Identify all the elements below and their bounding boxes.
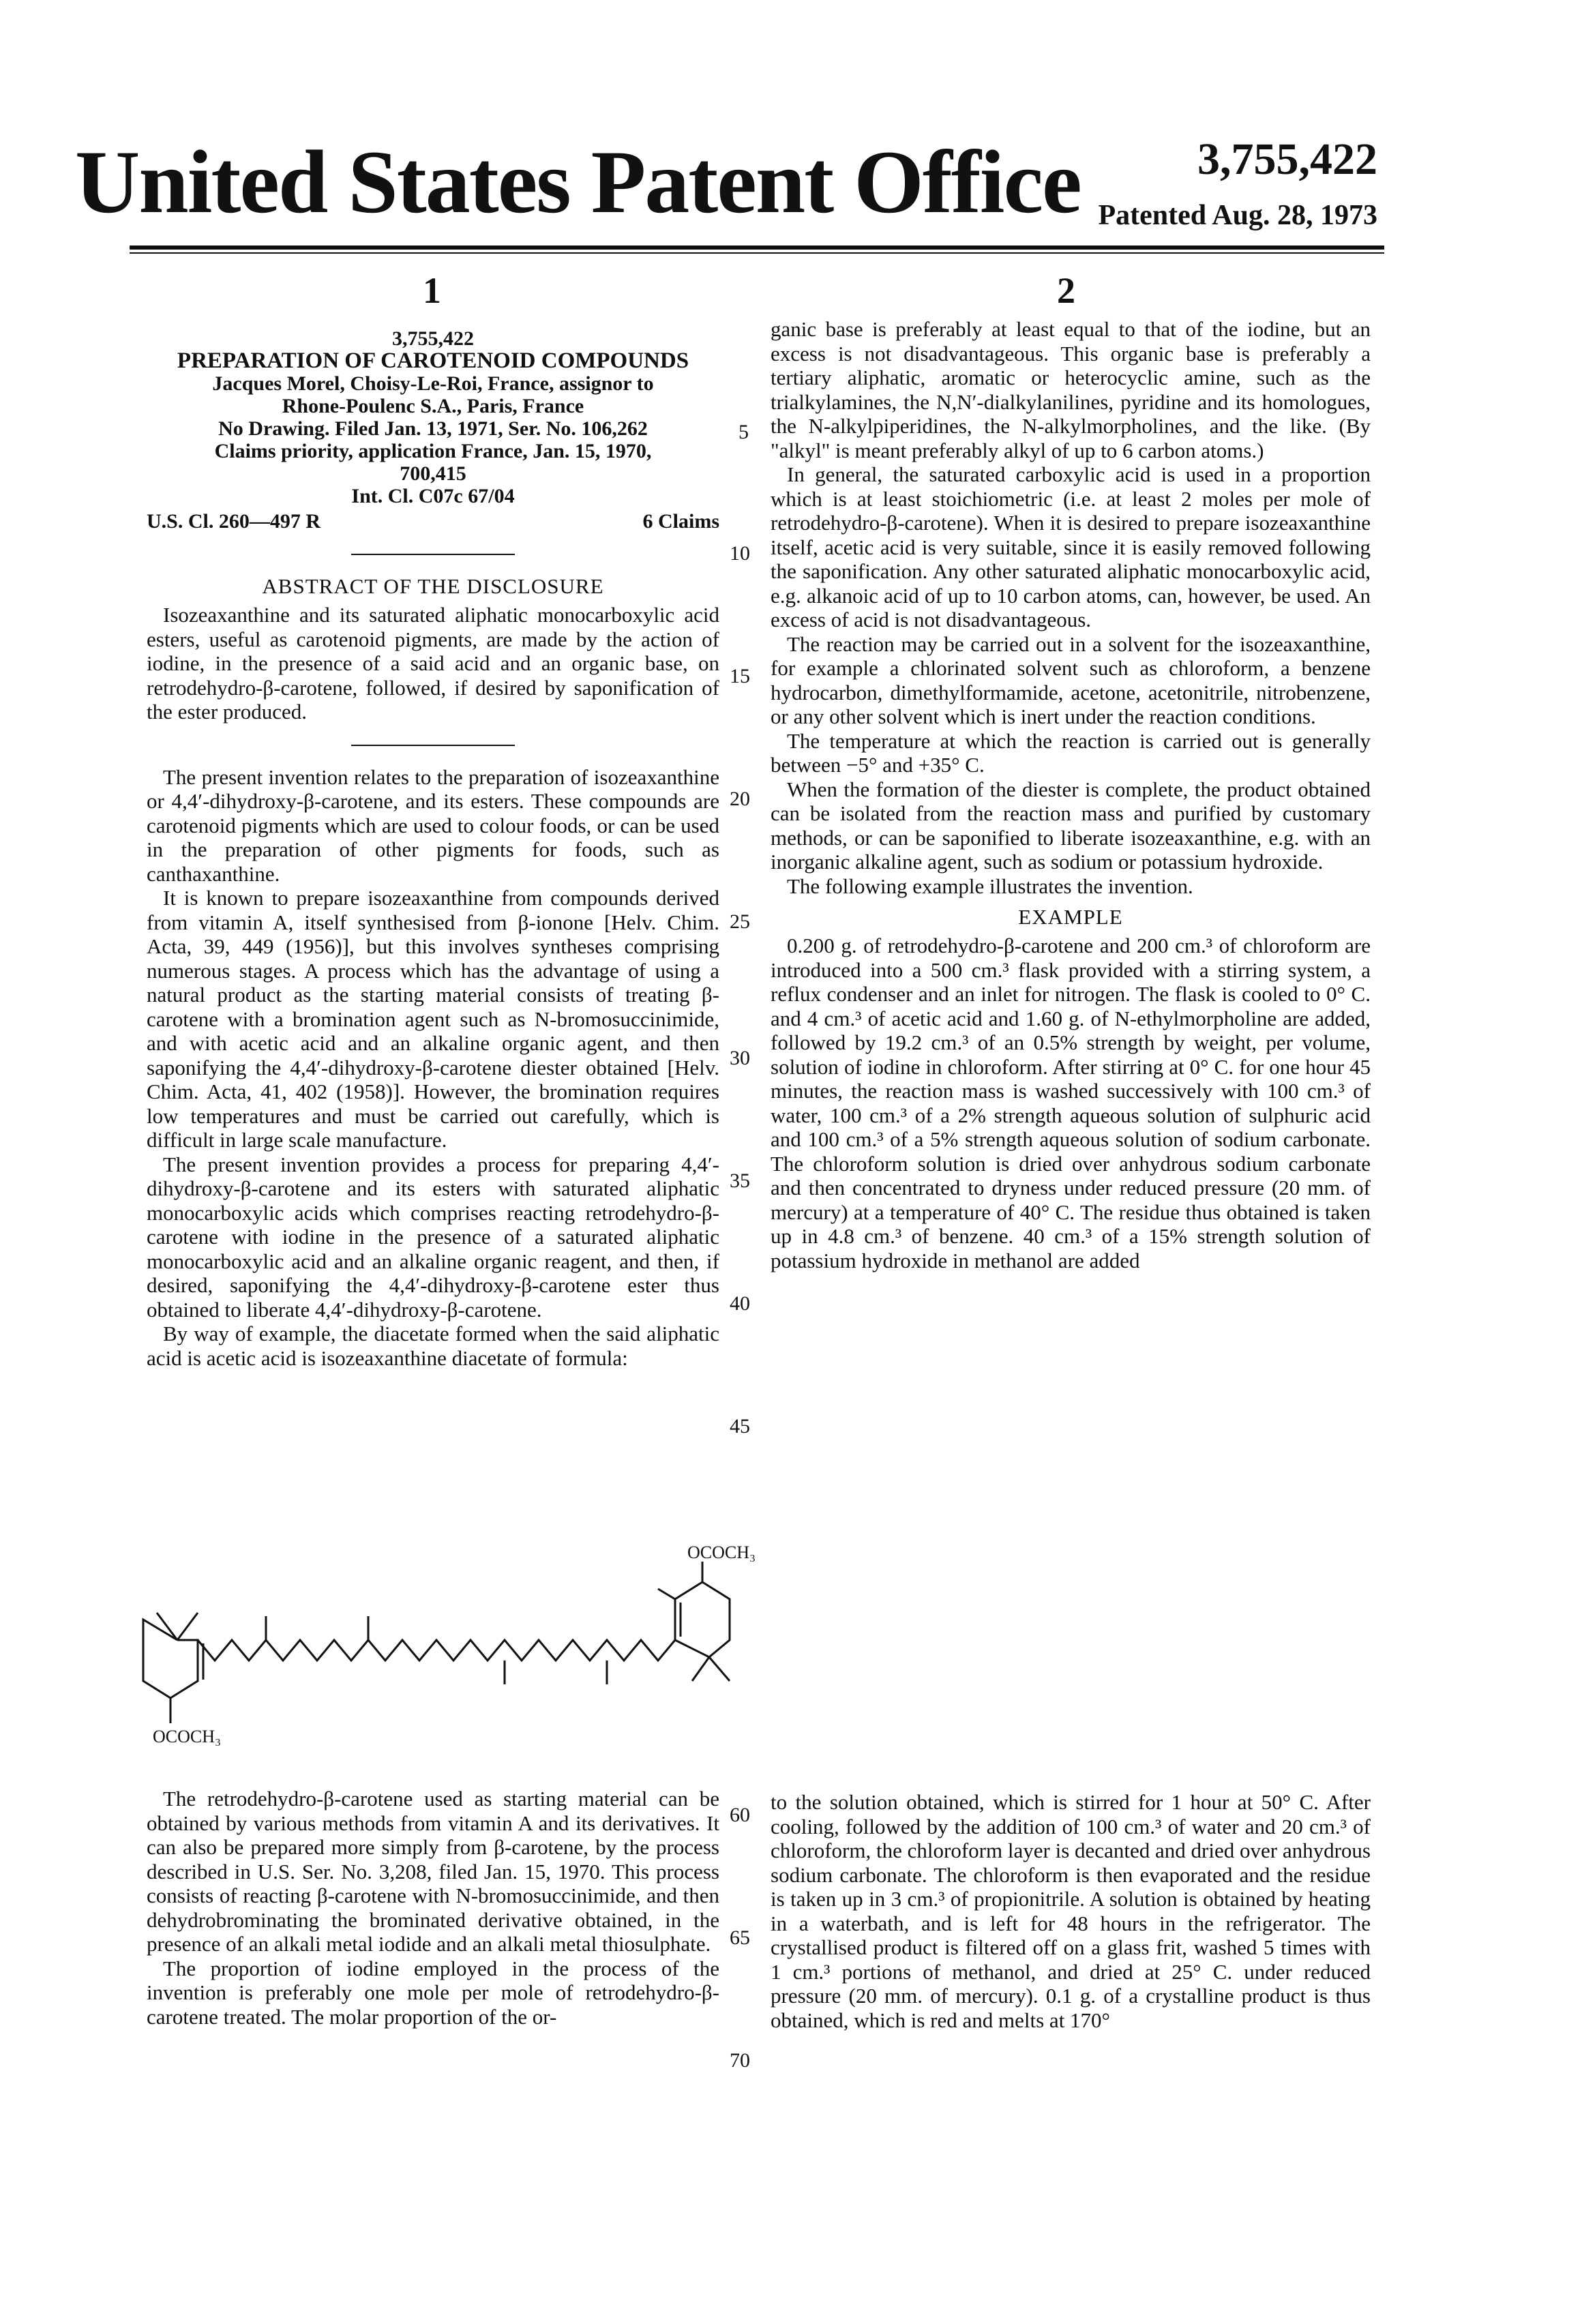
- line-number: 30: [730, 1047, 750, 1070]
- paragraph: The present invention relates to the preparation of isozeaxanthine or 4,4′-dihydroxy-β-carotene, and its esters. These compounds are carotenoid pigments which are used to colour foods, or can be used in the preparation of other pigments for foods, such as canthaxanthine.: [147, 765, 719, 887]
- header-rule: [130, 245, 1384, 250]
- paragraph: ganic base is preferably at least equal to that of the iodine, but an excess is not disadvantageous. This organic base is preferably a tertiary aliphatic, aromatic or heterocyclic amine, such as the trialkylamines, the N,N′-dialkylanilines, pyridine and its homologues, the N-alkylpiperidines, the N-alkylmorpholines, and the like. (By "alkyl" is meant preferably alkyl of up to 6 carbon atoms.): [771, 317, 1371, 462]
- ring-gem-methyl-1: [157, 1613, 177, 1640]
- column-right: [771, 317, 1371, 1272]
- line-number: 15: [730, 665, 750, 688]
- ring-gem-methyl-4: [709, 1657, 730, 1681]
- line-number: 70: [730, 2049, 750, 2072]
- abstract-heading: ABSTRACT OF THE DISCLOSURE: [147, 574, 719, 599]
- example-heading: EXAMPLE: [771, 905, 1371, 929]
- paragraph: It is known to prepare isozeaxanthine from compounds derived from vitamin A, itself synthesised from β-ionone [Helv. Chim. Acta, 39, 449 (1956)], but this involves syntheses comprising numerous stages. A process which has the advantage of using a natural product as the starting material consists of treating β-carotene with a bromination agent such as N-bromosuccinimide, and with acetic acid and an alkaline organic agent, and then saponifying the 4,4′-dihydroxy-β-carotene diester obtained [Helv. Chim. Acta, 41, 402 (1958)]. However, the bromination requires low temperatures and must be carried out carefully, which is difficult in large scale manufacture.: [147, 886, 719, 1152]
- patent-number: 3,755,422: [1197, 134, 1377, 185]
- column-number-right: 2: [1057, 269, 1075, 312]
- line-number: 10: [730, 542, 750, 565]
- assignee: Rhone-Poulenc S.A., Paris, France: [147, 395, 719, 417]
- paragraph: The present invention provides a process for preparing 4,4′-dihydroxy-β-carotene and its esters with saturated aliphatic monocarboxylic acids which comprises reacting retrodehydro-β-carotene with iodine in the presence of a saturated aliphatic monocarboxylic acid and an alkaline organic reagent, and then, if desired, saponifying the 4,4′-dihydroxy-β-carotene ester thus obtained to liberate 4,4′-dihydroxy-β-carotene.: [147, 1152, 719, 1322]
- paragraph: When the formation of the diester is complete, the product obtained can be isolated from the reaction mass and purified by customary methods, or can be saponified to liberate isozeaxanthine, e.g. with an inorganic alkaline agent, such as sodium or potassium hydroxide.: [771, 777, 1371, 874]
- column-number-left: 1: [423, 269, 441, 312]
- column-left: [147, 327, 719, 1370]
- abstract-text: Isozeaxanthine and its saturated aliphatic monocarboxylic acid esters, useful as carotenoid pigments, are made by the action of iodine, in the presence of a said acid and an organic base, on retrodehydro-β-carotene, followed, if desired by saponification of the ester produced.: [147, 603, 719, 724]
- patent-title: PREPARATION OF CAROTENOID COMPOUNDS: [147, 350, 719, 372]
- right-ring: [675, 1582, 730, 1657]
- column-left-bottom: [147, 1787, 719, 2029]
- column-right-bottom: [771, 1790, 1371, 2032]
- example-text: 0.200 g. of retrodehydro-β-carotene and 200 cm.³ of chloroform are introduced into a 500 cm.³ flask provided with a stirring system, a reflux condenser and an inlet for nitrogen. The flask is cooled to 0° C. and 4 cm.³ of acetic acid and 1.60 g. of N-ethylmorpholine are added, followed by 19.2 cm.³ of an 0.5% strength by weight, per volume, solution of iodine in chloroform. After stirring at 0° C. for one hour 45 minutes, the reaction mass is washed successively with 100 cm.³ of water, 100 cm.³ of a 2% strength aqueous solution of sulphuric acid and 100 cm.³ of a 5% strength aqueous solution of sodium carbonate. The chloroform solution is dried over anhydrous sodium carbonate and then concentrated to dryness under reduced pressure (20 mm. of mercury) at a temperature of 40° C. The residue thus obtained is taken up in 4.8 cm.³ of benzene. 40 cm.³ of a 15% strength solution of potassium hydroxide in methanol are added: [771, 934, 1371, 1272]
- paragraph: The temperature at which the reaction is carried out is generally between −5° and +35° C.: [771, 729, 1371, 777]
- patented-date: Patented Aug. 28, 1973: [1099, 199, 1378, 232]
- paragraph: By way of example, the diacetate formed when the said aliphatic acid is acetic acid is isozeaxanthine diacetate of formula:: [147, 1322, 719, 1370]
- front-number: 3,755,422: [147, 327, 719, 350]
- classification-row: [147, 510, 719, 533]
- priority-info: Claims priority, application France, Jan. 15, 1970,: [147, 440, 719, 462]
- inventor: Jacques Morel, Choisy-Le-Roi, France, assignor to: [147, 372, 719, 395]
- paragraph: The retrodehydro-β-carotene used as starting material can be obtained by various methods from vitamin A and its derivatives. It can also be prepared more simply from β-carotene, by the process described in U.S. Ser. No. 3,208, filed Jan. 15, 1970. This process consists of reacting β-carotene with N-bromosuccinimide, and then dehydrobrominating the brominated derivative obtained, in the presence of an alkali metal iodide and an alkali metal thiosulphate.: [147, 1787, 719, 1956]
- paragraph: The proportion of iodine employed in the process of the invention is preferably one mole per mole of retrodehydro-β-carotene treated. The molar proportion of the or-: [147, 1956, 719, 2029]
- line-number: 20: [730, 788, 750, 811]
- ring-gem-methyl-3: [692, 1657, 709, 1681]
- right-ring-methyl: [658, 1589, 675, 1599]
- int-class: Int. Cl. C07c 67/04: [147, 485, 719, 507]
- us-class: U.S. Cl. 260—497 R: [147, 510, 320, 533]
- divider: [351, 745, 515, 746]
- paragraph: In general, the saturated carboxylic acid is used in a proportion which is at least stoichiometric (i.e. at least 2 moles per mole of retrodehydro-β-carotene). When it is desired to prepare isozeaxanthine itself, acetic acid is very suitable, since it is easily removed following the saponification. Any other saturated aliphatic monocarboxylic acid, e.g. alkanoic acid of up to 10 carbon atoms, can, however, be used. An excess of acid is not disadvantageous.: [771, 462, 1371, 632]
- paragraph: The reaction may be carried out in a solvent for the isozeaxanthine, for example a chlorinated solvent such as chloroform, a benzene hydrocarbon, dimethylformamide, acetone, acetonitrile, nitrobenzene, or any other solvent which is inert under the reaction conditions.: [771, 632, 1371, 729]
- line-number: 25: [730, 910, 750, 934]
- line-number: 35: [730, 1170, 750, 1193]
- structural-formula: [130, 1545, 757, 1770]
- paragraph: The following example illustrates the invention.: [771, 874, 1371, 899]
- divider: [351, 554, 515, 555]
- formula-label-bottom: OCOCH₃: [153, 1727, 221, 1746]
- line-number: 60: [730, 1804, 750, 1827]
- office-title: United States Patent Office: [75, 130, 1081, 234]
- filing-info: No Drawing. Filed Jan. 13, 1971, Ser. No. 106,262: [147, 417, 719, 440]
- paragraph: to the solution obtained, which is stirred for 1 hour at 50° C. After cooling, followed by the addition of 100 cm.³ of water and 20 cm.³ of chloroform, the chloroform layer is decanted and dried over anhydrous sodium carbonate. The chloroform is then evaporated and the residue is taken up in 3 cm.³ of propionitrile. A solution is obtained by heating in a waterbath, and is left for 48 hours in the refrigerator. The crystallised product is filtered off on a glass frit, washed 5 times with 1 cm.³ portions of methanol, and dried at 25° C. under reduced pressure (20 mm. of mercury). 0.1 g. of a crystalline product is thus obtained, which is red and melts at 170°: [771, 1790, 1371, 2032]
- line-number: 5: [738, 421, 749, 444]
- line-number: 45: [730, 1415, 750, 1438]
- claims-count: 6 Claims: [643, 510, 720, 533]
- priority-number: 700,415: [147, 462, 719, 485]
- polyene-chain: [198, 1640, 675, 1660]
- ring-gem-methyl-2: [177, 1613, 198, 1640]
- line-number: 65: [730, 1926, 750, 1950]
- header-rule-thin: [130, 252, 1384, 254]
- line-number: 40: [730, 1292, 750, 1315]
- formula-label-top: OCOCH₃: [687, 1545, 756, 1562]
